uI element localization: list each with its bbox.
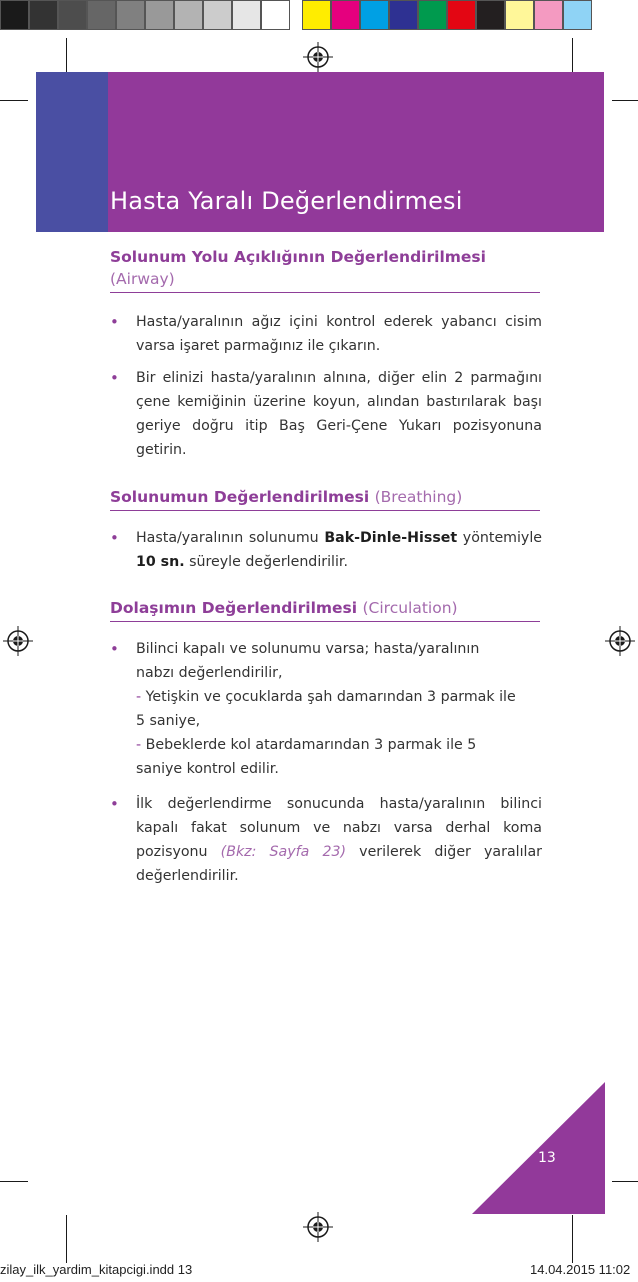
bullet-text: Bir elinizi hasta/yaralının alnına, diğer elin 2 parmağını çene kemiğinin üzerine koyun, alından bastırılarak başı geriye doğru itip Baş Geri-Çene Yukarı pozisyonuna getirin.: [136, 370, 542, 458]
bullet-icon: •: [110, 313, 119, 331]
bullet-text: [136, 792, 542, 888]
bullet-text-part: yöntemiyle: [457, 530, 543, 546]
bullet-text-part: Hasta/yaralının solunumu: [136, 530, 325, 546]
color-swatch: [145, 0, 174, 30]
color-swatch: [232, 0, 261, 30]
bullet-icon: •: [110, 640, 119, 658]
list-item: [110, 366, 542, 462]
color-swatch: [203, 0, 232, 30]
bullet-subline: Bebeklerde kol atardamarından 3 parmak ile 5 saniye kontrol edilir.: [136, 737, 477, 777]
crop-mark: [0, 100, 28, 101]
bullet-text-part: Bilinci kapalı ve solunumu varsa; hasta/yaralının nabzı değerlendirilir,: [136, 641, 480, 681]
color-swatch: [302, 0, 331, 30]
color-swatch: [58, 0, 87, 30]
slug-date: 14.04.2015 11:02: [530, 1262, 631, 1277]
page-number: 13: [538, 1150, 556, 1166]
color-swatch: [505, 0, 534, 30]
color-swatch: [0, 0, 29, 30]
bullet-text-part: İlk değerlendirme sonucunda hasta/yaralının bilinci kapalı fakat solunum ve nabzı varsa derhal koma pozisyonu: [136, 796, 542, 860]
color-swatch: [563, 0, 592, 30]
page-title: Hasta Yaralı Değerlendirmesi: [110, 187, 463, 215]
bullet-text: Hasta/yaralının ağız içini kontrol ederek yabancı cisim varsa işaret parmağınız ile çıkarın.: [136, 314, 542, 354]
registration-mark-left: [3, 626, 33, 656]
registration-mark-bottom: [303, 1212, 333, 1242]
bullet-text-part: verilerek diğer yaralılar değerlendirilir.: [136, 844, 542, 884]
section-heading-circulation: [110, 597, 540, 622]
section-heading-breathing: [110, 486, 540, 511]
section-heading-text: Solunumun Değerlendirilmesi: [110, 488, 370, 506]
section-heading-text: Dolaşımın Değerlendirilmesi: [110, 599, 358, 617]
bullet-subline: Yetişkin ve çocuklarda şah damarından 3 parmak ile 5 saniye,: [136, 689, 516, 729]
crop-mark: [612, 1181, 638, 1182]
bullet-text: [136, 526, 542, 574]
bullet-icon: •: [110, 529, 119, 547]
bullet-text: [136, 637, 520, 781]
bullet-icon: •: [110, 369, 119, 387]
color-swatch: [476, 0, 505, 30]
section-heading-airway: [110, 246, 540, 293]
registration-mark-top: [303, 42, 333, 72]
section-heading-sub: (Circulation): [362, 599, 458, 617]
method-name: Bak-Dinle-Hisset: [324, 530, 458, 546]
dash-marker: -: [136, 737, 146, 753]
list-item: [110, 526, 542, 574]
crop-mark: [66, 1215, 67, 1263]
color-swatch: [331, 0, 360, 30]
crop-mark: [572, 1215, 573, 1263]
bullet-text-part: süreyle değerlendirilir.: [184, 554, 348, 570]
color-swatch: [534, 0, 563, 30]
section-heading-text: Solunum Yolu Açıklığının Değerlendirilmesi: [110, 248, 486, 266]
page-reference: (Bkz: Sayfa 23): [220, 844, 347, 860]
color-swatch: [360, 0, 389, 30]
registration-mark-right: [605, 626, 635, 656]
section-heading-sub: (Airway): [110, 270, 175, 288]
color-swatch: [174, 0, 203, 30]
crop-mark: [612, 100, 638, 101]
color-swatch: [87, 0, 116, 30]
color-swatch: [447, 0, 476, 30]
duration-value: 10 sn.: [136, 554, 185, 570]
slug-filename: zilay_ilk_yardim_kitapcigi.indd 13: [0, 1262, 193, 1277]
color-swatch: [116, 0, 145, 30]
header-banner-edge: [36, 72, 108, 232]
color-swatch: [29, 0, 58, 30]
color-swatch: [389, 0, 418, 30]
page-corner-triangle: [472, 1082, 605, 1214]
list-item: [110, 637, 520, 781]
crop-mark: [0, 1181, 28, 1182]
bullet-icon: •: [110, 795, 119, 813]
color-swatch: [261, 0, 290, 30]
dash-marker: -: [136, 689, 146, 705]
section-heading-sub: (Breathing): [374, 488, 463, 506]
color-swatch: [418, 0, 447, 30]
list-item: [110, 792, 542, 888]
list-item: [110, 310, 542, 358]
